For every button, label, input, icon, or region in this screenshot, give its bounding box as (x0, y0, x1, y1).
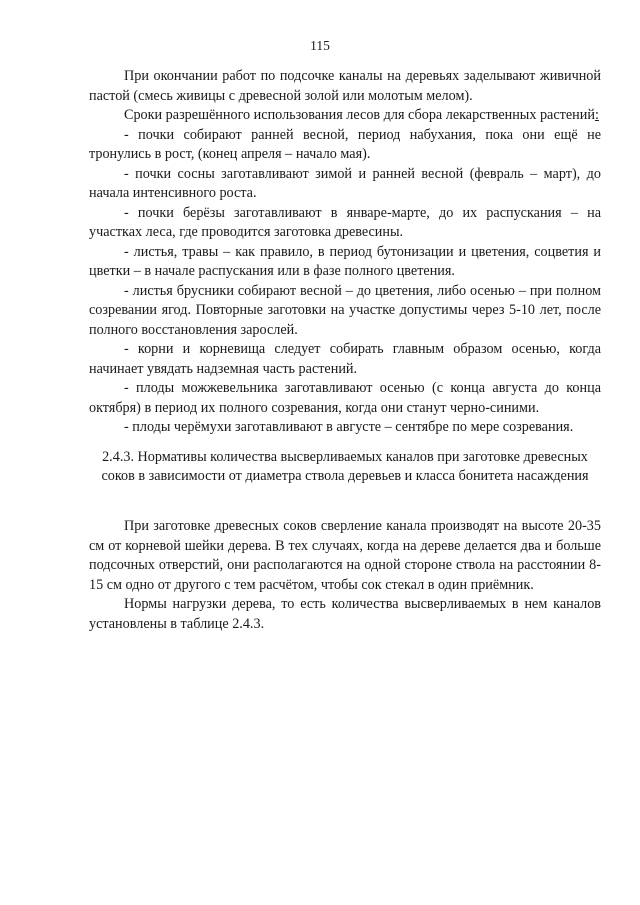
harvest-periods-section (89, 67, 601, 438)
list-item-leaves-herbs: - листья, травы – как правило, в период бутонизации и цветения, соцветия и цветки – в начале распускания или в фазе полного цветения. (89, 243, 601, 279)
list-item-pine-buds: - почки сосны заготавливают зимой и ранней весной (февраль – март), до начала интенсивного роста. (89, 165, 601, 201)
harvest-terms-text: Сроки разрешённого использования лесов для сбора лекарственных растений (124, 107, 595, 123)
list-item-birch-buds: - почки берёзы заготавливают в январе-марте, до их распускания – на участках леса, где проводится заготовка древесины. (89, 204, 601, 240)
paragraph-harvest-terms (89, 106, 601, 126)
list-item-roots: - корни и корневища следует собирать главным образом осенью, когда начинает увядать надземная часть растений. (89, 341, 601, 377)
list-item-bird-cherry: - плоды черёмухи заготавливают в августе – сентябре по мере созревания. (124, 419, 574, 435)
page-number: 115 (310, 38, 330, 53)
list-item-buds: - почки собирают ранней весной, период набухания, пока они ещё не тронулись в рост, (конец апреля – начало мая). (89, 126, 601, 162)
sap-drilling-section (89, 517, 601, 634)
paragraph-load-norms: Нормы нагрузки дерева, то есть количества высверливаемых в нем каналов установлены в таблице 2.4.3. (89, 596, 601, 632)
paragraph-resin-paste: При окончании работ по подсочке каналы на деревьях заделывают живичной пастой (смесь живицы с древесной золой или молотым мелом). (89, 68, 601, 104)
paragraph-sap-drilling: При заготовке древесных соков сверление канала производят на высоте 20-35 см от корневой шейки дерева. В тех случаях, когда на дереве делается два и больше подсочных отверстий, они располагаются на одной стороне ствола на расстоянии 8-15 см одно от другого с тем расчётом, чтобы сок стекал в один приёмник. (89, 518, 601, 593)
section-title: Нормативы количества высверливаемых каналов при заготовке древесных соков в зависимости от диаметра ствола деревьев и класса бонитета насаждения (101, 449, 589, 484)
list-item-lingonberry-leaves: - листья брусники собирают весной – до цветения, либо осенью – при полном созревании ягод. Повторные заготовки на участке допустимы через 5-10 лет, после полного восстановления зарослей. (89, 282, 601, 338)
list-item-juniper: - плоды можжевельника заготавливают осенью (с конца августа до конца октября) в период их полного созревания, когда они станут черно-синими. (89, 380, 601, 416)
section-number: 2.4.3. (102, 449, 134, 465)
harvest-terms-colon: : (594, 107, 599, 123)
section-heading (89, 448, 601, 486)
